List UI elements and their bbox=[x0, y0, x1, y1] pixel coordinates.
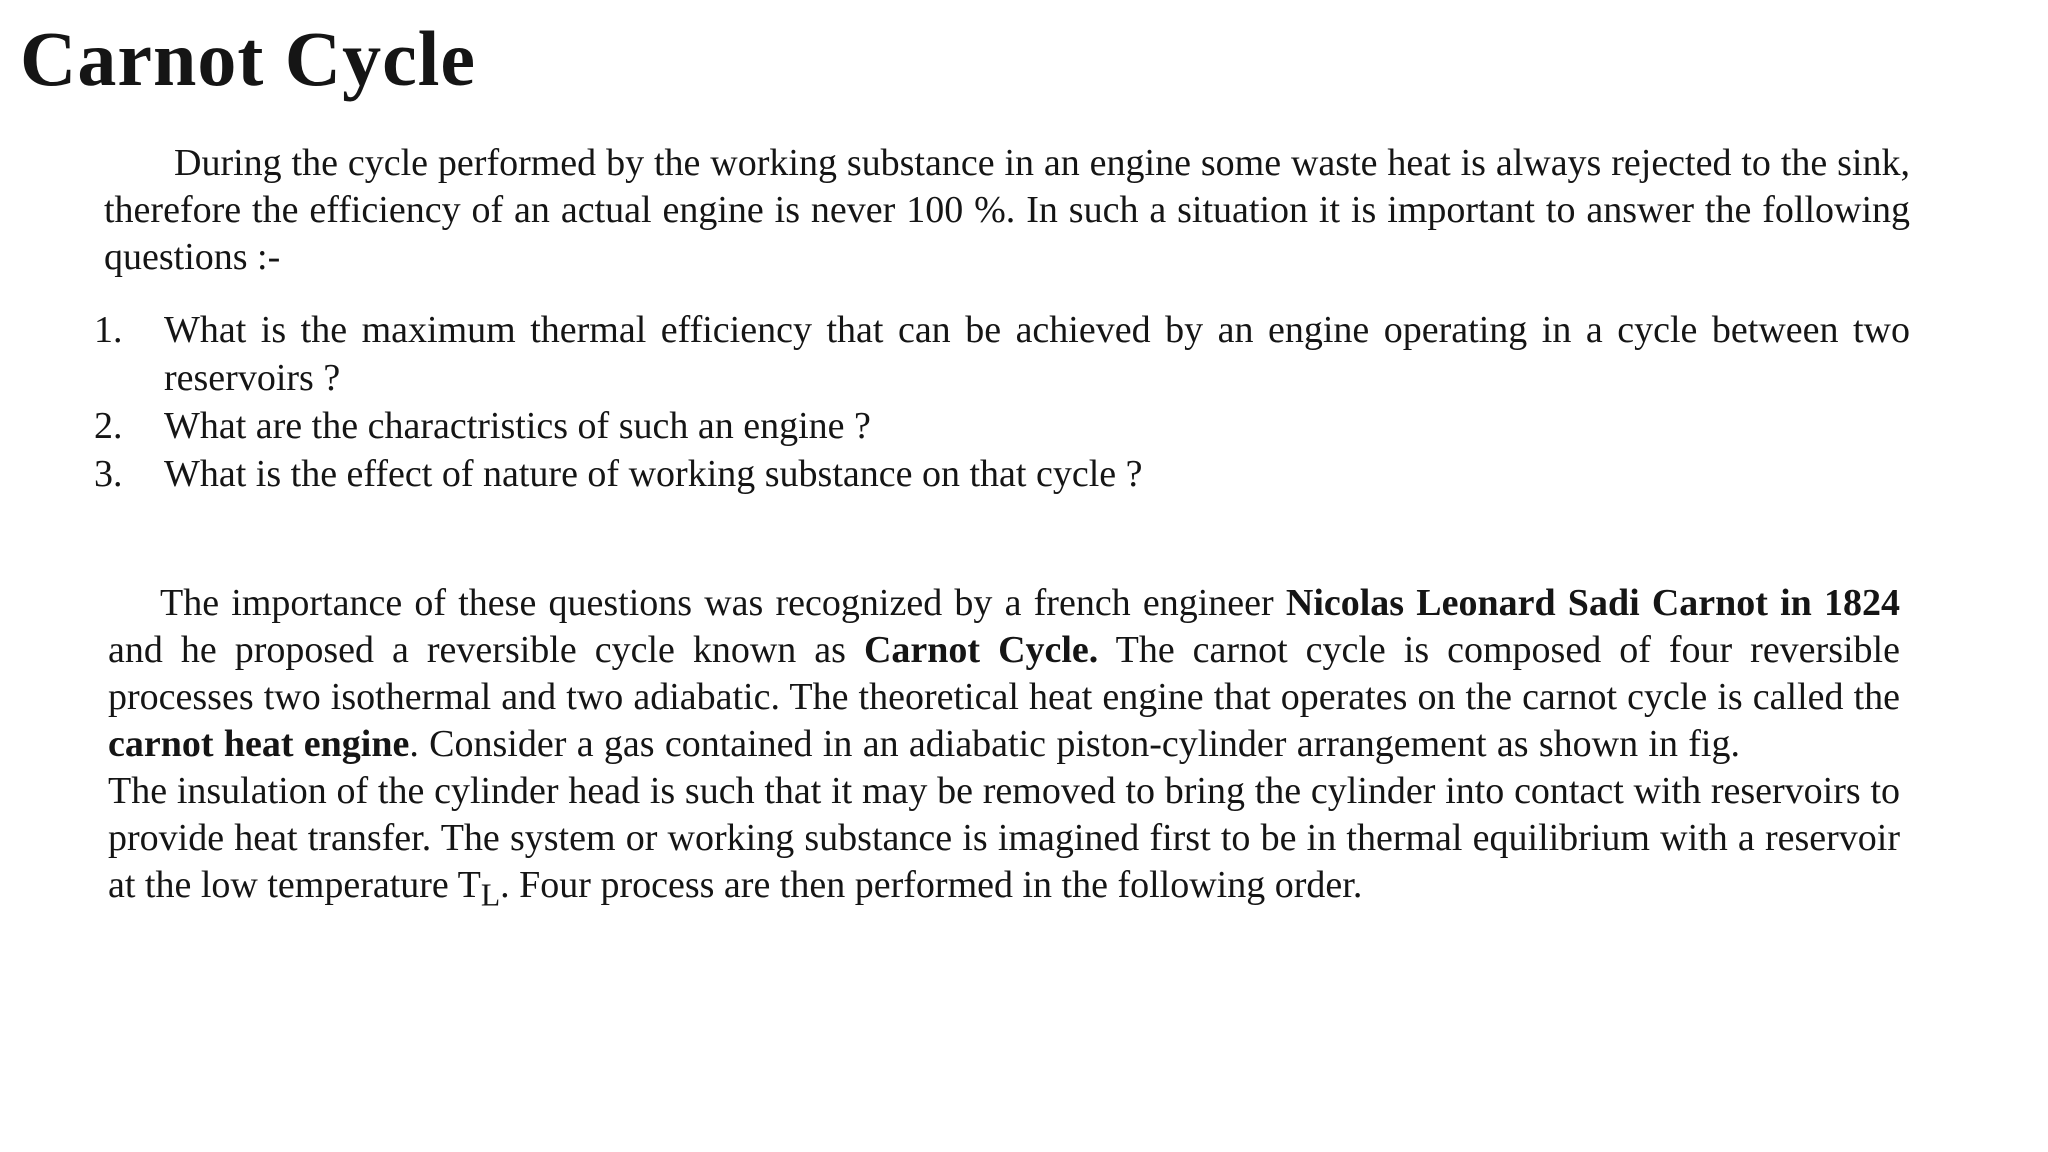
paragraph-text: . Four process are then performed in the following order. bbox=[500, 864, 1363, 906]
carnot-heat-engine-term: carnot heat engine bbox=[108, 723, 410, 765]
list-item-text: What is the maximum thermal efficiency that can be achieved by an engine operating in a cycle between two reservoirs ? bbox=[164, 309, 1910, 399]
carnot-name: Nicolas Leonard Sadi Carnot in 1824 bbox=[1285, 582, 1900, 624]
list-item-number: 2. bbox=[94, 405, 123, 447]
intro-paragraph: During the cycle performed by the working substance in an engine some waste heat is always rejected to the sink, therefore the efficiency of an actual engine is never 100 %. In such a situation it is important to answer the following questions :- bbox=[104, 142, 1910, 278]
questions-list bbox=[94, 306, 1910, 498]
paragraph-text: and he proposed a reversible cycle known as bbox=[108, 629, 864, 671]
list-item bbox=[94, 450, 1910, 498]
paragraph-text: The carnot cycle is composed of four reversible processes two isothermal and two adiabatic. The theoretical heat engine that operates on the carnot cycle is called the bbox=[108, 629, 1900, 718]
list-item-text: What is the effect of nature of working substance on that cycle ? bbox=[164, 453, 1143, 495]
paragraph-text: . Consider a gas contained in an adiabatic piston-cylinder arrangement as shown in fig. bbox=[409, 723, 1740, 765]
paragraph-text: The insulation of the cylinder head is such that it may be removed to bring the cylinder into contact with reservoirs to provide heat transfer. The system or working substance is imagined first to be in thermal equilibrium with a reservoir at the low temperature T bbox=[108, 770, 1900, 906]
paragraph-text: The importance of these questions was recognized by a french engineer bbox=[160, 582, 1286, 624]
page-title: Carnot Cycle bbox=[20, 15, 477, 102]
carnot-cycle-term: Carnot Cycle. bbox=[863, 629, 1099, 671]
list-item-number: 3. bbox=[94, 453, 123, 495]
list-item bbox=[94, 306, 1910, 402]
list-item-number: 1. bbox=[94, 309, 123, 351]
subscript-l: L bbox=[480, 877, 501, 913]
carnot-paragraph bbox=[108, 580, 1900, 919]
list-item-text: What are the charactristics of such an engine ? bbox=[164, 405, 871, 447]
list-item bbox=[94, 402, 1910, 450]
